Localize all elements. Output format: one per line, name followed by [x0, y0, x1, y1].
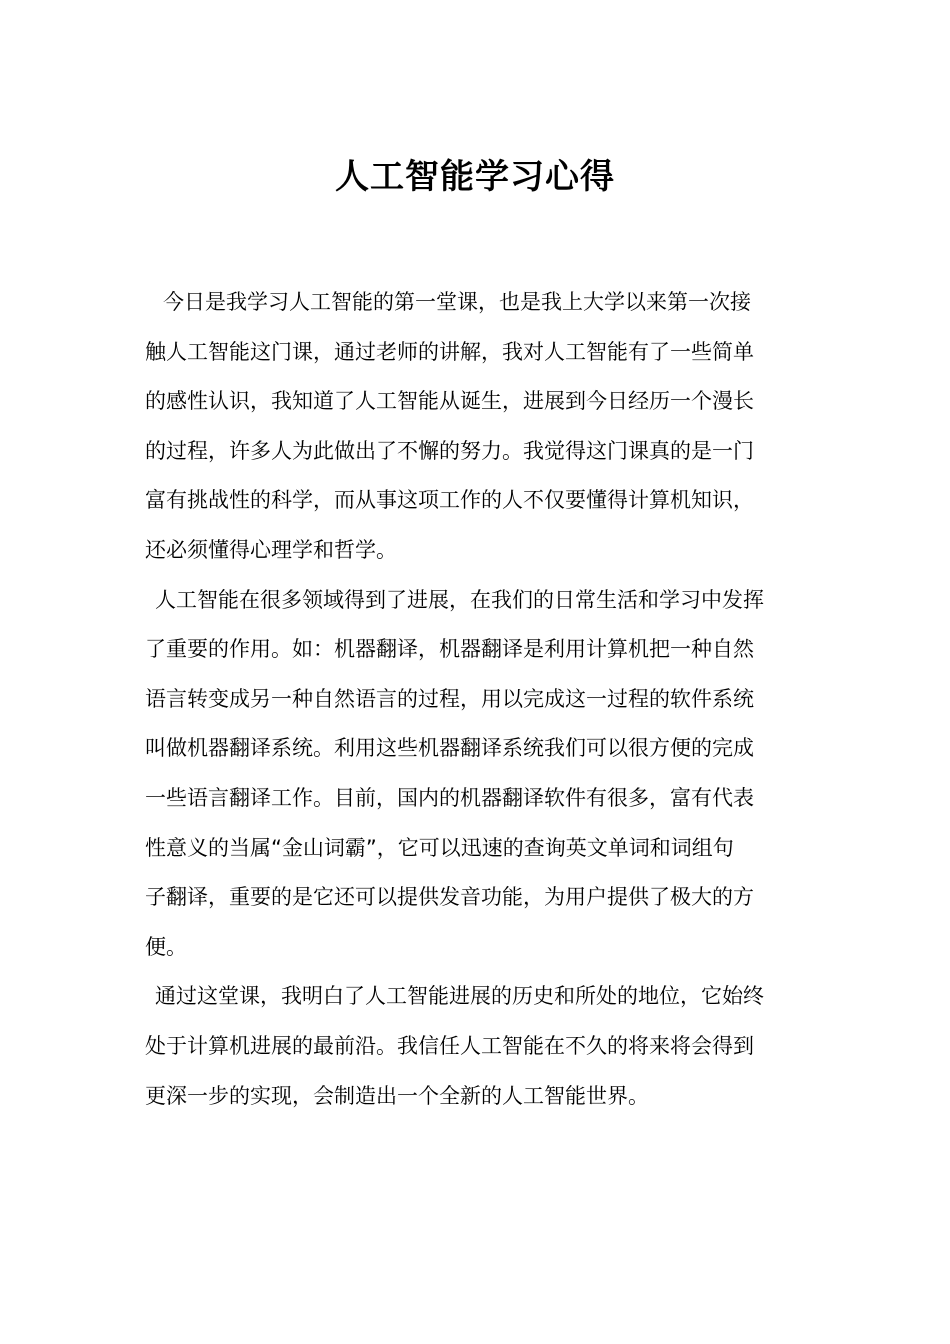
text-line: 今日是我学习人工智能的第一堂课，也是我上大学以来第一次接 — [163, 290, 751, 314]
text-line: 叫做机器翻译系统。利用这些机器翻译系统我们可以很方便的完成 — [145, 736, 754, 761]
text-line: 处于计算机进展的最前沿。我信任人工智能在不久的将来将会得到 — [145, 1033, 754, 1058]
text-line: 语言转变成另一种自然语言的过程，用以完成这一过程的软件系统 — [145, 686, 754, 711]
text-line: 一些语言翻译工作。目前，国内的机器翻译软件有很多，富有代表 — [145, 785, 754, 810]
document-title: 人工智能学习心得 — [335, 157, 615, 197]
text-line: 富有挑战性的科学，而从事这项工作的人不仅要懂得计算机知识， — [145, 488, 754, 513]
paragraph-1 — [145, 278, 810, 576]
paragraph-2 — [145, 576, 810, 973]
text-line: 的感性认识，我知道了人工智能从诞生，进展到今日经历一个漫长 — [145, 389, 754, 414]
text-line: 性意义的当属“金山词霸”，它可以迅速的查询英文单词和词组句 — [145, 835, 734, 860]
text-line: 的过程，许多人为此做出了不懈的努力。我觉得这门课真的是一门 — [145, 438, 754, 463]
text-line: 便。 — [145, 934, 187, 959]
text-line: 还必须懂得心理学和哲学。 — [145, 537, 397, 562]
text-line: 了重要的作用。如：机器翻译，机器翻译是利用计算机把一种自然 — [145, 637, 754, 662]
text-line: 人工智能在很多领域得到了进展，在我们的日常生活和学习中发挥 — [155, 587, 764, 612]
text-line: 更深一步的实现，会制造出一个全新的人工智能世界。 — [145, 1083, 649, 1108]
text-line: 触人工智能这门课，通过老师的讲解，我对人工智能有了一些简单 — [145, 339, 754, 364]
document-body — [145, 278, 810, 1121]
text-line: 子翻译，重要的是它还可以提供发音功能，为用户提供了极大的方 — [145, 885, 754, 910]
text-line: 通过这堂课，我明白了人工智能进展的历史和所处的地位，它始终 — [155, 984, 764, 1009]
paragraph-3 — [145, 972, 810, 1121]
